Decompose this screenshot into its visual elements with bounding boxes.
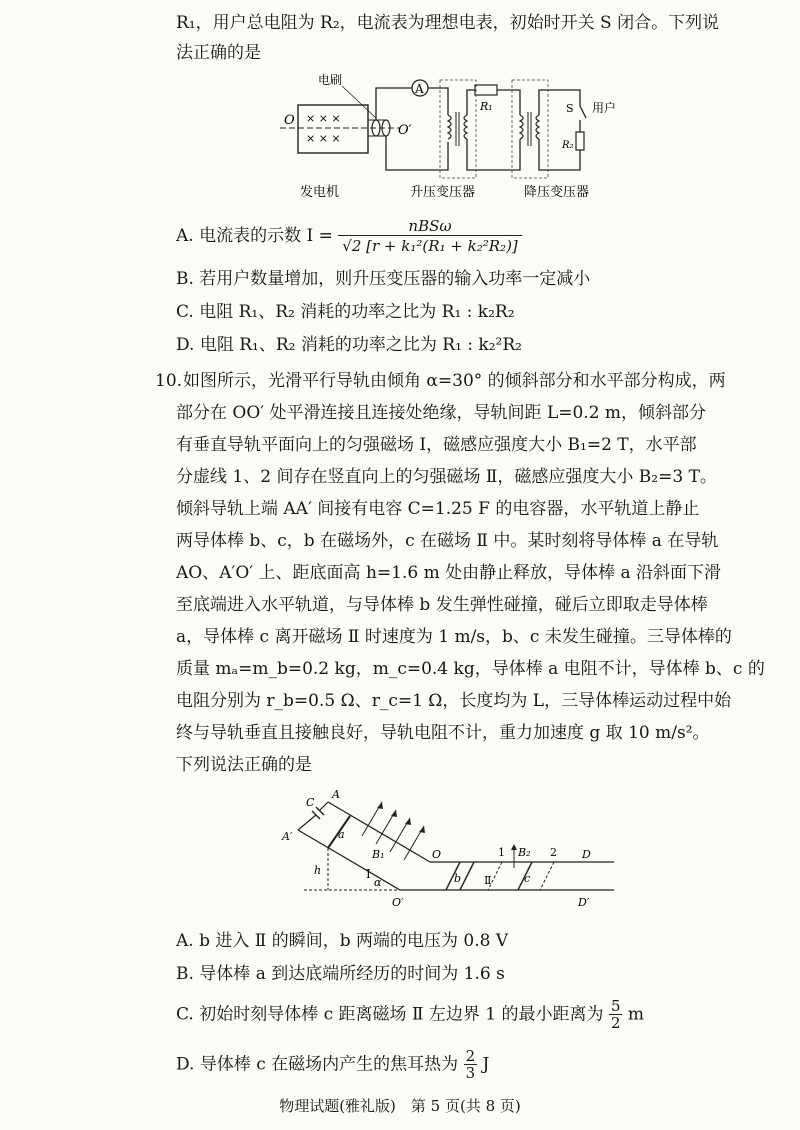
resistor-R1 <box>475 85 497 95</box>
label-step-down-transformer: 降压变压器 <box>524 185 590 200</box>
field-crosses-top: × × × <box>306 112 341 125</box>
q10-line-5: 倾斜导轨上端 AA′ 间接有电容 C=1.25 F 的电容器，水平轨道上静止 <box>176 499 700 519</box>
q10-line-12: 终与导轨垂直且接触良好，导轨电阻不计，重力加速度 g 取 10 m/s²。 <box>176 723 710 743</box>
q10-option-D-num: 2 <box>465 1047 476 1065</box>
q10-option-C-prefix: C. 初始时刻导体棒 c 距离磁场 Ⅱ 左边界 1 的最小距离为 <box>176 1004 604 1025</box>
boundary-2 <box>540 862 554 890</box>
page-footer: 物理试题(雅礼版) 第 5 页(共 8 页) <box>279 1097 521 1115</box>
q10-option-C <box>176 998 644 1032</box>
q9-intro-line2: 法正确的是 <box>176 43 261 63</box>
label-generator: 发电机 <box>300 185 340 200</box>
label-R2: R₂ <box>562 140 574 151</box>
label-b: b <box>454 872 462 885</box>
field-crosses-bottom: × × × <box>306 132 341 145</box>
rod-b-right <box>460 862 474 890</box>
label-O-prime: O′ <box>398 123 412 138</box>
q9-option-A-numerator: nBSω <box>408 217 452 235</box>
q10-option-D <box>176 1048 489 1082</box>
label-alpha: α <box>374 876 382 889</box>
label-O-prime: O′ <box>392 896 404 909</box>
resistor-R2 <box>576 132 584 150</box>
q10-option-C-num: 5 <box>610 997 621 1015</box>
label-boundary-2: 2 <box>550 846 557 859</box>
q10-line-13: 下列说法正确的是 <box>176 755 312 775</box>
q9-intro-line1: R₁，用户总电阻为 R₂，电流表为理想电表，初始时开关 S 闭合。下列说 <box>176 13 720 33</box>
label-C: C <box>306 796 315 809</box>
label-S: S <box>566 102 574 115</box>
q10-line-8: 至底端进入水平轨道，与导体棒 b 发生弹性碰撞，碰后立即取走导体棒 <box>176 595 708 615</box>
q9-option-B: B. 若用户数量增加，则升压变压器的输入功率一定减小 <box>176 269 591 289</box>
q9-circuit-diagram <box>280 70 620 210</box>
q9-option-A-prefix: A. 电流表的示数 I = <box>176 226 333 246</box>
q10-option-C-unit: m <box>627 1004 645 1025</box>
q9-option-A-denominator: √2 [r + k₁²(R₁ + k₂²R₂)] <box>338 235 522 255</box>
label-A: A <box>332 788 340 801</box>
label-brush: 电刷 <box>318 73 343 87</box>
q9-option-A <box>176 218 522 255</box>
q10-line-1: 如图所示，光滑平行导轨由倾角 α=30° 的倾斜部分和水平部分构成，两 <box>183 371 726 391</box>
label-c: c <box>524 872 531 885</box>
label-user: 用户 <box>592 101 617 115</box>
label-ammeter-A: A <box>415 82 424 96</box>
label-A-prime: A′ <box>282 830 293 843</box>
q9-option-C: C. 电阻 R₁、R₂ 消耗的功率之比为 R₁ : k₂R₂ <box>176 302 515 322</box>
label-O: O <box>432 848 442 861</box>
label-field-I: Ⅰ <box>366 867 371 881</box>
step-up-secondary-coil <box>464 115 467 139</box>
label-boundary-1: 1 <box>498 846 505 859</box>
q10-option-C-fraction <box>609 998 623 1032</box>
label-field-II: Ⅱ <box>484 874 492 887</box>
q9-option-A-fraction <box>338 218 522 255</box>
q10-line-9: a，导体棒 c 离开磁场 Ⅱ 时速度为 1 m/s，b、c 未发生碰撞。三导体棒的 <box>176 627 732 647</box>
q10-option-D-den: 3 <box>465 1064 476 1082</box>
q10-option-D-fraction <box>464 1048 478 1082</box>
label-D-prime: D′ <box>578 896 590 909</box>
label-step-up-transformer: 升压变压器 <box>410 185 476 200</box>
q10-line-4: 分虚线 1、2 间存在竖直向上的匀强磁场 Ⅱ，磁感应强度大小 B₂=3 T。 <box>176 467 717 487</box>
capacitor-plate-1 <box>316 807 324 815</box>
q10-number: 10. <box>155 371 183 391</box>
q10-option-D-unit: J <box>482 1054 490 1075</box>
q10-option-D-prefix: D. 导体棒 c 在磁场内产生的焦耳热为 <box>176 1054 459 1075</box>
step-down-secondary-coil <box>536 115 539 139</box>
q10-line-7: AO、A′O′ 上、距底面高 h=1.6 m 处由静止释放，导体棒 a 沿斜面下滑 <box>176 563 722 583</box>
label-O: O <box>284 113 295 128</box>
label-h: h <box>314 864 322 877</box>
rail-A-prime-O-prime <box>298 830 400 890</box>
label-D: D <box>582 848 591 861</box>
label-a: a <box>338 828 345 841</box>
q10-line-10: 质量 mₐ=m_b=0.2 kg，m_c=0.4 kg，导体棒 a 电阻不计，导体棒 b、c 的 <box>176 659 765 679</box>
step-down-primary-coil <box>520 115 523 139</box>
step-up-primary-coil <box>448 115 451 139</box>
q10-line-3: 有垂直导轨平面向上的匀强磁场 Ⅰ，磁感应强度大小 B₁=2 T，水平部 <box>176 435 697 455</box>
q10-rail-diagram <box>280 782 620 922</box>
q10-line-2: 部分在 OO′ 处平滑连接且连接处绝缘，导轨间距 L=0.2 m，倾斜部分 <box>176 403 707 423</box>
label-R1: R₁ <box>480 100 493 113</box>
q10-option-B: B. 导体棒 a 到达底端所经历的时间为 1.6 s <box>176 964 505 984</box>
q10-line-11: 电阻分别为 r_b=0.5 Ω、r_c=1 Ω，长度均为 L，三导体棒运动过程中始 <box>176 691 732 711</box>
label-B1: B₁ <box>372 848 385 861</box>
q10-option-A: A. b 进入 Ⅱ 的瞬间，b 两端的电压为 0.8 V <box>176 931 509 951</box>
q9-option-D: D. 电阻 R₁、R₂ 消耗的功率之比为 R₁ : k₂²R₂ <box>176 335 522 355</box>
q10-line-6: 两导体棒 b、c，b 在磁场外，c 在磁场 Ⅱ 中。某时刻将导体棒 a 在导轨 <box>176 531 719 551</box>
switch-S <box>580 106 586 118</box>
label-B2: B₂ <box>518 846 531 859</box>
q10-option-C-den: 2 <box>610 1014 621 1032</box>
